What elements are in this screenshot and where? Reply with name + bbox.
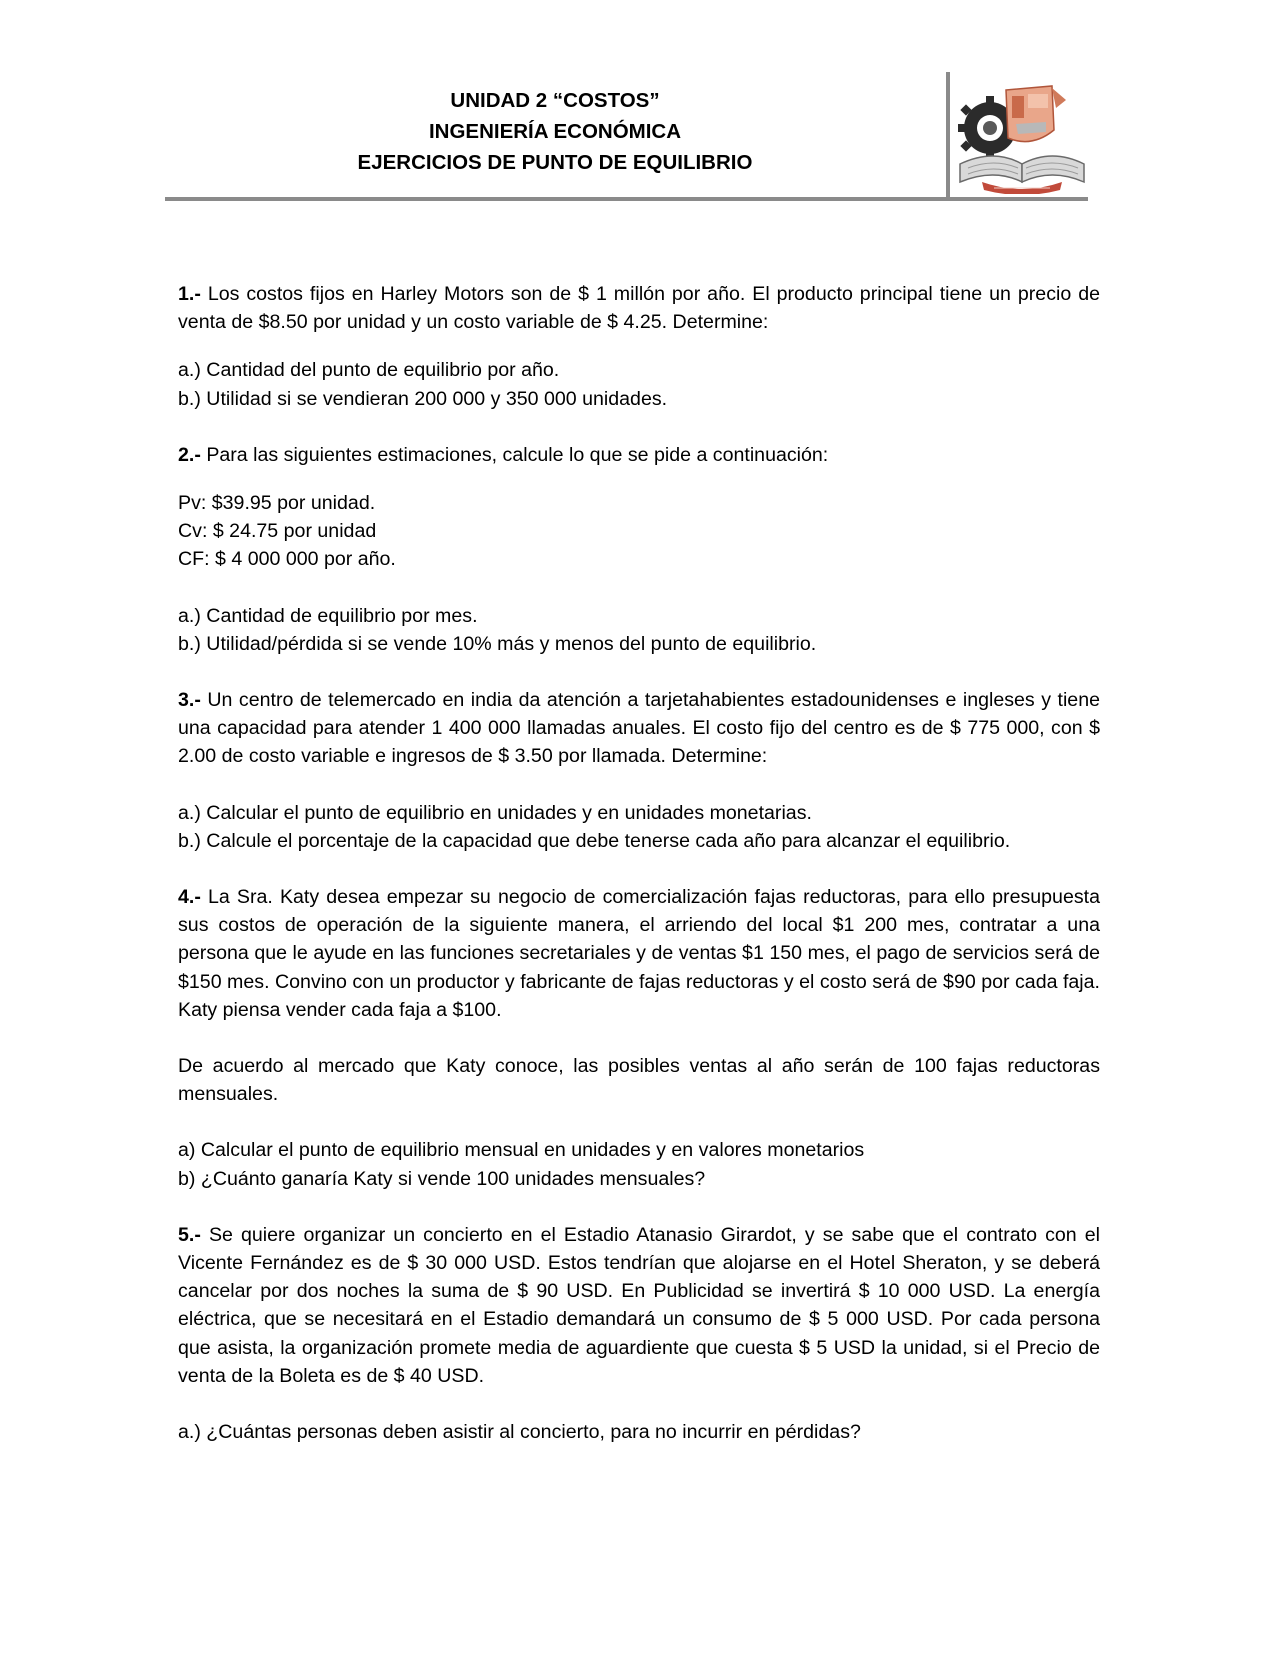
exercise-4-question-b: b) ¿Cuánto ganaría Katy si vende 100 unidades mensuales? — [178, 1167, 706, 1190]
exercise-1-statement — [178, 280, 1100, 336]
exercise-2-number: 2.- — [178, 443, 201, 466]
exercise-3-text: Un centro de telemercado en india da atención a tarjetahabientes estadounidenses e ingleses y tiene una capacidad para atender 1 400 000 llamadas anuales. El costo fijo del centro es de $ 775 000, con $ 2.00 de costo variable e ingresos de $ 3.50 por llamada. Determine: — [178, 689, 1100, 768]
header-topic-title: EJERCICIOS DE PUNTO DE EQUILIBRIO — [357, 151, 753, 174]
exercise-5-text: Se quiere organizar un concierto en el Estadio Atanasio Girardot, y se sabe que el contrato con el Vicente Fernández es de $ 30 000 USD. Estos tendrían que alojarse en el Hotel Sheraton, y se deberá cancelar por dos noches la suma de $ 90 USD. En Publicidad se invertirá $ 10 000 USD. La energía eléctrica, que se necesitará en el Estadio demandará un consumo de $ 5 000 USD. Por cada persona que asista, la organización promete media de aguardiente que cuesta $ 5 USD la unidad, si el Precio de venta de la Boleta es de $ 40 USD. — [178, 1223, 1100, 1387]
exercise-2-variable-cost: Cv: $ 24.75 por unidad — [178, 520, 377, 543]
exercise-4-number: 4.- — [178, 886, 201, 909]
header-divider-vertical — [946, 72, 950, 198]
exercise-3-statement — [178, 686, 1100, 771]
exercise-4-question-a: a) Calcular el punto de equilibrio mensual en unidades y en valores monetarios — [178, 1139, 865, 1162]
header-divider-horizontal — [165, 197, 1088, 201]
header-unit-title: UNIDAD 2 “COSTOS” — [450, 89, 660, 112]
exercise-1-number: 1.- — [178, 283, 201, 305]
document-header — [165, 85, 945, 178]
exercise-5-question-a: a.) ¿Cuántas personas deben asistir al concierto, para no incurrir en pérdidas? — [178, 1421, 861, 1444]
exercise-4-market-text: De acuerdo al mercado que Katy conoce, las posibles ventas al año serán de 100 fajas reductoras mensuales. — [178, 1055, 1100, 1106]
institution-logo-icon — [954, 78, 1090, 194]
exercise-2-question-a: a.) Cantidad de equilibrio por mes. — [178, 604, 478, 627]
header-course-title: INGENIERÍA ECONÓMICA — [428, 120, 682, 143]
exercise-3-question-b: b.) Calcule el porcentaje de la capacidad que debe tenerse cada año para alcanzar el equilibrio. — [178, 829, 1011, 852]
exercise-1-question-b: b.) Utilidad si se vendieran 200 000 y 350 000 unidades. — [178, 387, 668, 410]
exercise-1-text: Los costos fijos en Harley Motors son de $ 1 millón por año. El producto principal tiene un precio de venta de $8.50 por unidad y un costo variable de $ 4.25. Determine: — [178, 283, 1100, 334]
exercise-2-question-b: b.) Utilidad/pérdida si se vende 10% más y menos del punto de equilibrio. — [178, 632, 817, 655]
exercise-2-fixed-cost: CF: $ 4 000 000 por año. — [178, 548, 396, 571]
exercise-3-number: 3.- — [178, 689, 201, 712]
exercise-5-number: 5.- — [178, 1223, 201, 1246]
exercise-2-price: Pv: $39.95 por unidad. — [178, 492, 376, 515]
document-body — [178, 280, 1100, 1446]
exercise-4-text: La Sra. Katy desea empezar su negocio de comercialización fajas reductoras, para ello presupuesta sus costos de operación de la siguiente manera, el arriendo del local $1 200 mes, contratar a una persona que le ayude en las funciones secretariales y de ventas $1 150 mes, el pago de servicios será de $150 mes. Convino con un productor y fabricante de fajas reductoras y el costo será de $90 por cada faja. Katy piensa vender cada faja a $100. — [178, 886, 1100, 1021]
exercise-4-statement — [178, 883, 1100, 1024]
exercise-2-text: Para las siguientes estimaciones, calcule lo que se pide a continuación: — [200, 443, 829, 466]
exercise-5-statement — [178, 1221, 1100, 1390]
exercise-2-statement — [178, 441, 1100, 469]
exercise-1-question-a: a.) Cantidad del punto de equilibrio por año. — [178, 359, 560, 382]
exercise-3-question-a: a.) Calcular el punto de equilibrio en unidades y en unidades monetarias. — [178, 801, 812, 824]
